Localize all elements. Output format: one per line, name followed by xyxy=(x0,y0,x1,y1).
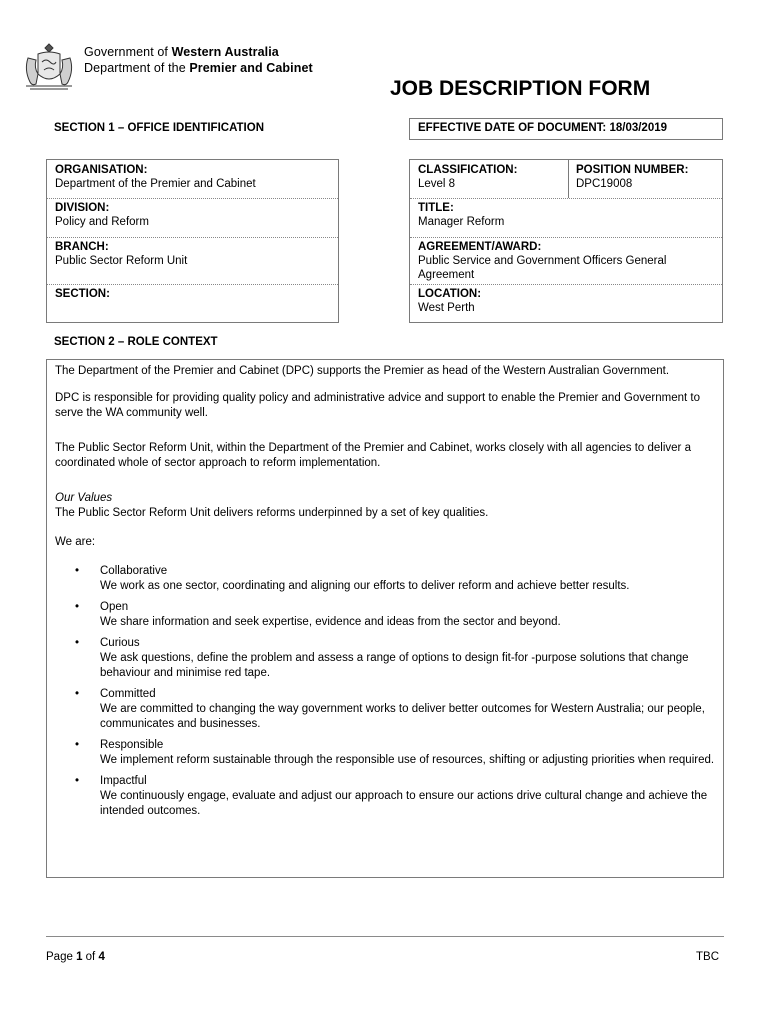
list-item xyxy=(55,636,715,681)
context-paragraph-2: DPC is responsible for providing quality policy and administrative advice and support to enable the Premier and Government to serve the WA community well. xyxy=(55,392,700,419)
page-of: of xyxy=(82,951,99,963)
branch-cell xyxy=(47,237,338,282)
organisation-cell xyxy=(47,160,338,198)
agreement-value: Public Service and Government Officers General Agreement xyxy=(418,255,667,281)
title-label: TITLE: xyxy=(418,202,454,214)
bullet: • xyxy=(75,601,80,613)
agreement-label: AGREEMENT/AWARD: xyxy=(418,241,542,253)
page-number xyxy=(46,951,105,963)
gov-prefix: Government of xyxy=(84,45,172,59)
dept-bold: Premier and Cabinet xyxy=(189,61,313,75)
section-label: SECTION: xyxy=(55,288,110,300)
wa-coat-of-arms-logo xyxy=(20,40,78,94)
we-are-label: We are: xyxy=(55,536,96,548)
branch-value: Public Sector Reform Unit xyxy=(55,255,188,267)
page-prefix: Page xyxy=(46,951,77,963)
section1-heading: SECTION 1 – OFFICE IDENTIFICATION xyxy=(54,122,264,134)
location-value: West Perth xyxy=(418,302,475,314)
government-name xyxy=(84,45,279,59)
bullet: • xyxy=(75,775,80,787)
classification-label: CLASSIFICATION: xyxy=(418,164,518,176)
bullet: • xyxy=(75,739,80,751)
value-title: Collaborative xyxy=(100,565,168,577)
organisation-label: ORGANISATION: xyxy=(55,164,148,176)
value-title: Impactful xyxy=(100,775,147,787)
context-paragraph-1: The Department of the Premier and Cabinet (DPC) supports the Premier as head of the Western Australian Government. xyxy=(55,365,670,377)
value-description: We implement reform sustainable through the responsible use of resources, shifting or adjusting priorities when required. xyxy=(100,754,715,766)
position-number-cell xyxy=(568,160,722,198)
classification-value: Level 8 xyxy=(418,178,456,190)
page-current: 1 xyxy=(76,951,83,963)
gov-bold: Western Australia xyxy=(171,45,279,59)
bullet: • xyxy=(75,565,80,577)
division-value: Policy and Reform xyxy=(55,216,149,228)
division-cell xyxy=(47,198,338,236)
context-paragraph-3: The Public Sector Reform Unit, within the Department of the Premier and Cabinet, works closely with all agencies to deliver a coordinated whole of sector approach to reform implementation. xyxy=(55,442,691,469)
value-description: We work as one sector, coordinating and aligning our efforts to deliver reform and achieve better results. xyxy=(100,580,630,592)
organisation-value: Department of the Premier and Cabinet xyxy=(55,178,256,190)
list-item xyxy=(55,738,715,768)
value-description: We ask questions, define the problem and assess a range of options to design fit-for -purpose solutions that change behaviour and minimise red tape. xyxy=(100,652,689,679)
location-label: LOCATION: xyxy=(418,288,482,300)
value-title: Curious xyxy=(100,637,140,649)
value-title: Committed xyxy=(100,688,156,700)
values-block xyxy=(55,491,715,521)
list-item xyxy=(55,687,715,732)
dept-prefix: Department of the xyxy=(84,61,190,75)
agreement-cell xyxy=(410,237,722,284)
title-value: Manager Reform xyxy=(418,216,505,228)
bullet: • xyxy=(75,637,80,649)
value-description: We continuously engage, evaluate and adjust our approach to ensure our actions drive cultural change and achieve the intended outcomes. xyxy=(100,790,708,817)
classification-cell xyxy=(410,160,568,198)
value-title: Responsible xyxy=(100,739,164,751)
values-heading: Our Values xyxy=(55,492,113,504)
title-cell xyxy=(410,198,722,236)
value-description: We are committed to changing the way government works to deliver better outcomes for Western Australia; our people, communicates and businesses. xyxy=(100,703,705,730)
role-context-box xyxy=(46,359,724,878)
form-title: JOB DESCRIPTION FORM xyxy=(390,77,651,100)
section-cell xyxy=(47,284,338,322)
values-list xyxy=(55,564,715,819)
office-id-right-table xyxy=(409,159,723,323)
page-total: 4 xyxy=(98,951,105,963)
footer-divider xyxy=(46,936,724,937)
footer-code: TBC xyxy=(696,951,719,963)
effective-date: EFFECTIVE DATE OF DOCUMENT: 18/03/2019 xyxy=(409,118,723,140)
department-name xyxy=(84,61,313,75)
section2-heading: SECTION 2 – ROLE CONTEXT xyxy=(54,336,218,348)
value-description: We share information and seek expertise, evidence and ideas from the sector and beyond. xyxy=(100,616,561,628)
list-item xyxy=(55,774,715,819)
bullet: • xyxy=(75,688,80,700)
location-cell xyxy=(410,284,722,322)
office-id-left-table xyxy=(46,159,339,323)
division-label: DIVISION: xyxy=(55,202,110,214)
values-intro: The Public Sector Reform Unit delivers reforms underpinned by a set of key qualities. xyxy=(55,507,489,519)
position-number-label: POSITION NUMBER: xyxy=(576,164,689,176)
value-title: Open xyxy=(100,601,129,613)
list-item xyxy=(55,564,715,594)
list-item xyxy=(55,600,715,630)
position-number-value: DPC19008 xyxy=(576,178,633,190)
branch-label: BRANCH: xyxy=(55,241,109,253)
